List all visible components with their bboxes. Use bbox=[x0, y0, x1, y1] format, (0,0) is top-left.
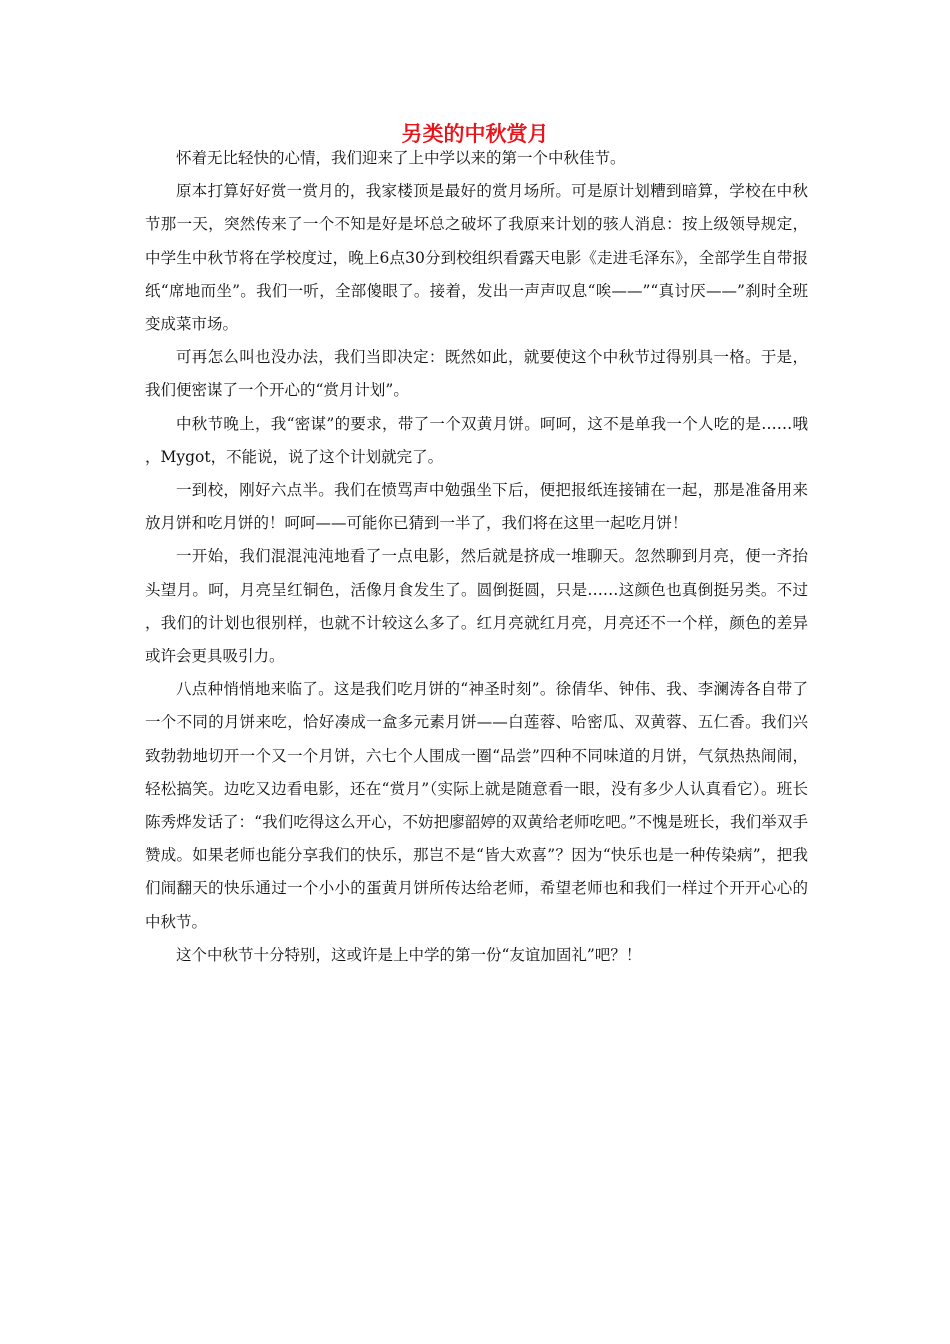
paragraph: 一开始，我们混混沌沌地看了一点电影，然后就是挤成一堆聊天。忽然聊到月亮，便一齐抬头望月。呵，月亮呈红铜色，活像月食发生了。圆倒挺圆，只是……这颜色也真倒挺另类。不过，我们的计划也很别样，也就不计较这么多了。红月亮就红月亮，月亮还不一个样，颜色的差异或许会更具吸引力。 bbox=[145, 547, 808, 666]
paragraph: 怀着无比轻快的心情，我们迎来了上中学以来的第一个中秋佳节。 bbox=[176, 149, 626, 167]
paragraph: 中秋节晚上，我“密谋”的要求，带了一个双黄月饼。呵呵，这不是单我一个人吃的是……哦，Mygot，不能说，说了这个计划就完了。 bbox=[145, 414, 808, 466]
document-body bbox=[145, 142, 808, 972]
paragraph: 原本打算好好赏一赏月的，我家楼顶是最好的赏月场所。可是原计划糟到暗算，学校在中秋节那一天，突然传来了一个不知是好是坏总之破坏了我原来计划的骇人消息：按上级领导规定，中学生中秋节将在学校度过，晚上6点30分到校组织看露天电影《走进毛泽东》，全部学生自带报纸“席地而坐”。我们一听，全部傻眼了。接着，发出一声声叹息“唉——”“真讨厌——”刹时全班变成菜市场。 bbox=[145, 182, 808, 334]
paragraph: 一到校，刚好六点半。我们在愤骂声中勉强坐下后，便把报纸连接铺在一起，那是准备用来放月饼和吃月饼的！呵呵——可能你已猜到一半了，我们将在这里一起吃月饼！ bbox=[145, 481, 808, 533]
paragraph: 这个中秋节十分特别，这或许是上中学的第一份“友谊加固礼”吧？！ bbox=[176, 945, 642, 964]
paragraph: 可再怎么叫也没办法，我们当即决定：既然如此，就要使这个中秋节过得别具一格。于是，我们便密谋了一个开心的“赏月计划”。 bbox=[145, 348, 808, 400]
document-title: 另类的中秋赏月 bbox=[401, 122, 549, 146]
paragraph: 八点种悄悄地来临了。这是我们吃月饼的“神圣时刻”。徐倩华、钟伟、我、李澜涛各自带了一个不同的月饼来吃，恰好凑成一盒多元素月饼——白莲蓉、哈密瓜、双黄蓉、五仁香。我们兴致勃勃地切开一个又一个月饼，六七个人围成一圈“品尝”四种不同味道的月饼，气氛热热闹闹，轻松搞笑。边吃又边看电影，还在“赏月”（实际上就是随意看一眼，没有多少人认真看它）。班长陈秀烨发话了：“我们吃得这么开心，不妨把廖韶婷的双黄给老师吃吧。”不愧是班长，我们举双手赞成。如果老师也能分享我们的快乐，那岂不是“皆大欢喜”？因为“快乐也是一种传染病”，把我们闹翻天的快乐通过一个小小的蛋黄月饼所传达给老师，希望老师也和我们一样过个开开心心的中秋节。 bbox=[145, 680, 808, 931]
